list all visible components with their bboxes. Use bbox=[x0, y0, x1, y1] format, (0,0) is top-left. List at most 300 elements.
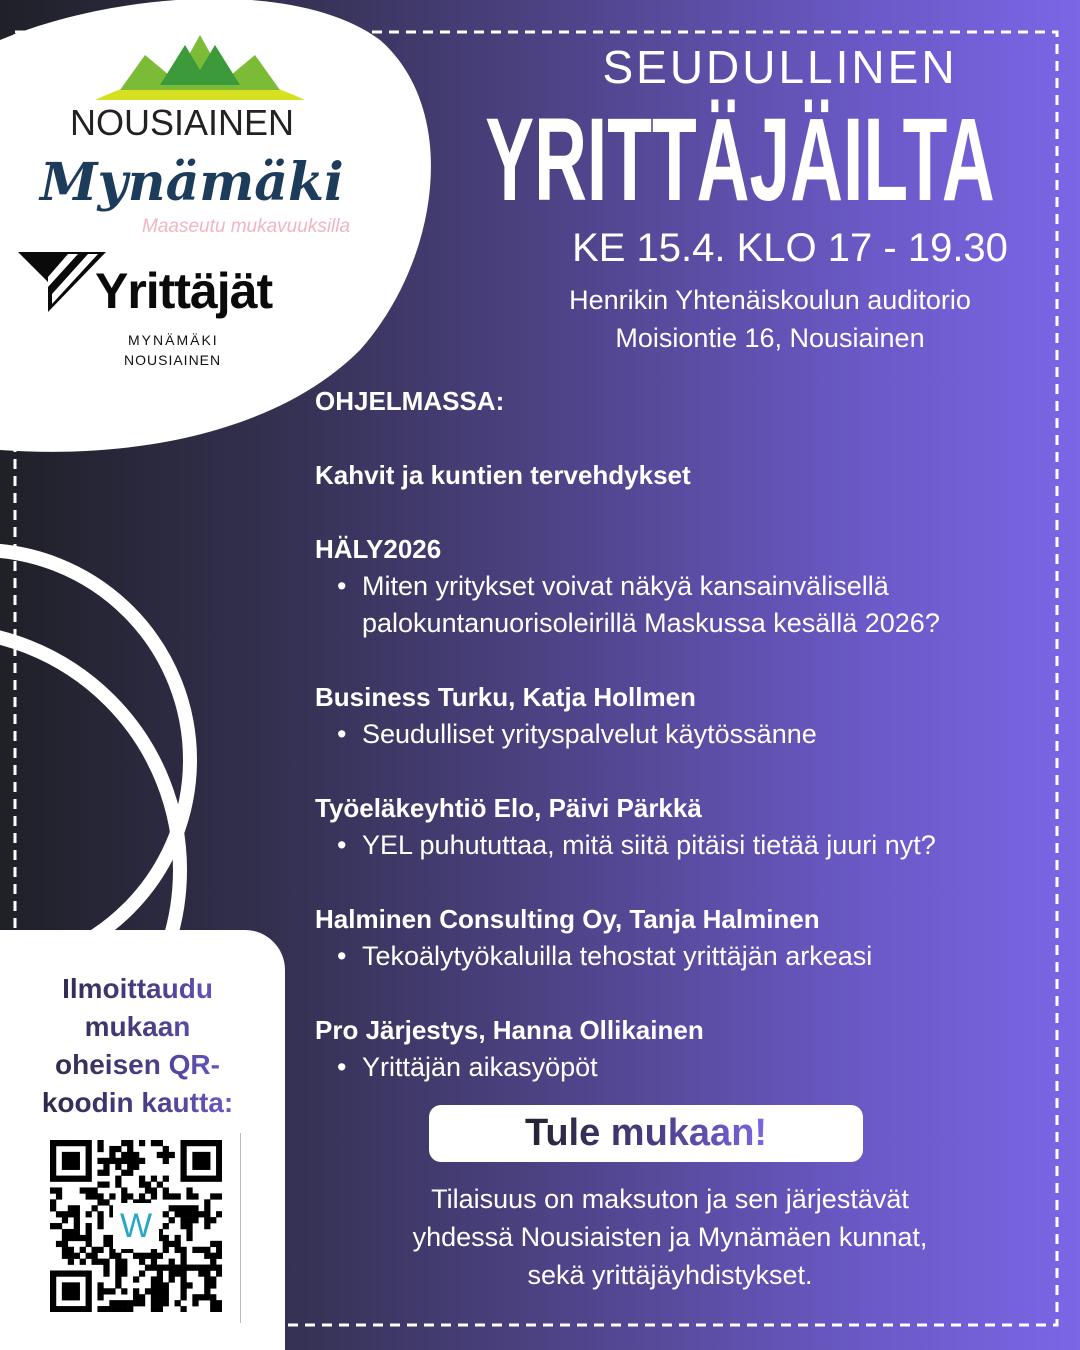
qr-module bbox=[198, 1176, 204, 1182]
qr-module bbox=[97, 1247, 103, 1253]
qr-module bbox=[109, 1146, 115, 1152]
qr-module bbox=[86, 1282, 92, 1288]
qr-module bbox=[62, 1282, 68, 1288]
qr-module bbox=[210, 1294, 216, 1300]
qr-module bbox=[180, 1205, 186, 1211]
qr-module bbox=[121, 1300, 127, 1306]
qr-module bbox=[180, 1146, 186, 1152]
program-item-bullet: • Tekoälytyökaluilla tehostat yrittäjän arkeasi bbox=[315, 938, 872, 975]
qr-module bbox=[204, 1253, 210, 1259]
qr-module bbox=[180, 1158, 186, 1164]
qr-module bbox=[157, 1265, 163, 1271]
qr-module bbox=[133, 1276, 139, 1282]
qr-module bbox=[92, 1205, 98, 1211]
qr-module bbox=[109, 1193, 115, 1199]
qr-module bbox=[50, 1205, 56, 1211]
registration-line: Ilmoittaudu bbox=[5, 970, 270, 1008]
qr-module bbox=[186, 1211, 192, 1217]
qr-module bbox=[145, 1253, 151, 1259]
qr-module bbox=[103, 1182, 109, 1188]
qr-module bbox=[157, 1253, 163, 1259]
qr-module bbox=[80, 1140, 86, 1146]
qr-module bbox=[86, 1306, 92, 1312]
qr-module bbox=[109, 1158, 115, 1164]
qr-module bbox=[163, 1282, 169, 1288]
qr-module bbox=[56, 1140, 62, 1146]
qr-module bbox=[86, 1241, 92, 1247]
qr-module bbox=[157, 1300, 163, 1306]
qr-module bbox=[86, 1158, 92, 1164]
qr-module bbox=[103, 1259, 109, 1265]
qr-module bbox=[74, 1152, 80, 1158]
qr-module bbox=[169, 1276, 175, 1282]
program-item-bullet-cont: palokuntanuorisoleirillä Maskussa kesällä 2026? bbox=[362, 608, 940, 638]
qr-module bbox=[50, 1282, 56, 1288]
qr-module bbox=[97, 1306, 103, 1312]
qr-module bbox=[151, 1265, 157, 1271]
qr-module bbox=[210, 1306, 216, 1312]
qr-module bbox=[192, 1211, 198, 1217]
qr-module bbox=[97, 1288, 103, 1294]
qr-module bbox=[175, 1193, 181, 1199]
qr-module bbox=[192, 1158, 198, 1164]
qr-module bbox=[204, 1199, 210, 1205]
qr-module bbox=[169, 1193, 175, 1199]
qr-module bbox=[169, 1270, 175, 1276]
qr-module bbox=[68, 1235, 74, 1241]
qr-module bbox=[50, 1276, 56, 1282]
qr-module bbox=[97, 1146, 103, 1152]
qr-module bbox=[216, 1146, 222, 1152]
qr-module bbox=[216, 1140, 222, 1146]
qr-module bbox=[169, 1205, 175, 1211]
qr-module bbox=[216, 1176, 222, 1182]
qr-module bbox=[186, 1229, 192, 1235]
qr-module bbox=[74, 1217, 80, 1223]
qr-module bbox=[56, 1211, 62, 1217]
qr-module bbox=[68, 1140, 74, 1146]
qr-module bbox=[151, 1176, 157, 1182]
qr-module bbox=[50, 1176, 56, 1182]
qr-module bbox=[68, 1270, 74, 1276]
event-venue: Henrikin Yhtenäiskoulun auditorio bbox=[569, 285, 971, 315]
qr-module bbox=[68, 1259, 74, 1265]
qr-module bbox=[127, 1152, 133, 1158]
qr-module bbox=[86, 1164, 92, 1170]
qr-module bbox=[86, 1187, 92, 1193]
qr-module bbox=[109, 1288, 115, 1294]
qr-module bbox=[180, 1164, 186, 1170]
qr-module bbox=[103, 1170, 109, 1176]
qr-module bbox=[86, 1276, 92, 1282]
qr-module bbox=[50, 1158, 56, 1164]
qr-module bbox=[151, 1253, 157, 1259]
qr-module bbox=[50, 1140, 56, 1146]
qr-module bbox=[127, 1306, 133, 1312]
leaf-icon bbox=[85, 30, 315, 110]
qr-module bbox=[74, 1282, 80, 1288]
qr-module bbox=[127, 1158, 133, 1164]
qr-module bbox=[163, 1158, 169, 1164]
qr-module bbox=[62, 1288, 68, 1294]
qr-module bbox=[210, 1282, 216, 1288]
qr-module bbox=[192, 1217, 198, 1223]
qr-module bbox=[210, 1253, 216, 1259]
registration-line: koodin kautta: bbox=[5, 1084, 270, 1122]
qr-module bbox=[103, 1158, 109, 1164]
qr-module bbox=[121, 1306, 127, 1312]
qr-module bbox=[186, 1282, 192, 1288]
qr-module bbox=[74, 1229, 80, 1235]
qr-module bbox=[216, 1300, 222, 1306]
qr-module bbox=[216, 1193, 222, 1199]
qr-module bbox=[121, 1259, 127, 1265]
qr-module bbox=[97, 1223, 103, 1229]
qr-module bbox=[186, 1265, 192, 1271]
qr-module bbox=[192, 1193, 198, 1199]
qr-module bbox=[210, 1217, 216, 1223]
qr-module bbox=[86, 1176, 92, 1182]
qr-module bbox=[103, 1265, 109, 1271]
registration-line: oheisen QR- bbox=[5, 1046, 270, 1084]
qr-module bbox=[121, 1140, 127, 1146]
qr-module bbox=[139, 1253, 145, 1259]
qr-module bbox=[175, 1300, 181, 1306]
qr-module bbox=[103, 1235, 109, 1241]
qr-module bbox=[86, 1152, 92, 1158]
qr-module bbox=[127, 1146, 133, 1152]
qr-module bbox=[103, 1270, 109, 1276]
qr-module bbox=[62, 1241, 68, 1247]
qr-module bbox=[97, 1182, 103, 1188]
qr-module bbox=[92, 1247, 98, 1253]
qr-module bbox=[192, 1205, 198, 1211]
qr-module bbox=[216, 1270, 222, 1276]
qr-module bbox=[163, 1187, 169, 1193]
qr-module bbox=[56, 1223, 62, 1229]
qr-module bbox=[163, 1193, 169, 1199]
qr-module bbox=[163, 1241, 169, 1247]
qr-module bbox=[151, 1306, 157, 1312]
qr-module bbox=[115, 1276, 121, 1282]
qr-module bbox=[133, 1288, 139, 1294]
qr-module bbox=[204, 1223, 210, 1229]
qr-module bbox=[80, 1259, 86, 1265]
qr-module bbox=[92, 1253, 98, 1259]
qr-module bbox=[56, 1187, 62, 1193]
qr-module bbox=[68, 1306, 74, 1312]
qr-module bbox=[180, 1170, 186, 1176]
qr-module bbox=[50, 1152, 56, 1158]
qr-module bbox=[50, 1270, 56, 1276]
qr-module bbox=[50, 1187, 56, 1193]
qr-module bbox=[68, 1294, 74, 1300]
mynamaki-slogan: Maaseutu mukavuuksilla bbox=[142, 216, 351, 237]
qr-module bbox=[115, 1265, 121, 1271]
qr-module bbox=[216, 1265, 222, 1271]
qr-module bbox=[133, 1152, 139, 1158]
qr-module bbox=[216, 1241, 222, 1247]
qr-module bbox=[121, 1170, 127, 1176]
qr-module bbox=[103, 1306, 109, 1312]
qr-module bbox=[163, 1146, 169, 1152]
qr-module bbox=[216, 1158, 222, 1164]
qr-module bbox=[115, 1253, 121, 1259]
qr-module bbox=[175, 1235, 181, 1241]
qr-module bbox=[204, 1164, 210, 1170]
qr-module bbox=[169, 1217, 175, 1223]
qr-module bbox=[198, 1158, 204, 1164]
program-item-title: Business Turku, Katja Hollmen bbox=[315, 682, 696, 712]
qr-module bbox=[175, 1265, 181, 1271]
qr-module bbox=[139, 1270, 145, 1276]
qr-module bbox=[115, 1270, 121, 1276]
qr-module bbox=[62, 1270, 68, 1276]
qr-module bbox=[50, 1170, 56, 1176]
qr-module bbox=[115, 1164, 121, 1170]
qr-module bbox=[192, 1300, 198, 1306]
qr-module bbox=[163, 1211, 169, 1217]
qr-module bbox=[204, 1270, 210, 1276]
qr-module bbox=[198, 1164, 204, 1170]
qr-module bbox=[80, 1235, 86, 1241]
qr-module bbox=[86, 1300, 92, 1306]
qr-module bbox=[192, 1176, 198, 1182]
qr-module bbox=[204, 1247, 210, 1253]
qr-module bbox=[50, 1300, 56, 1306]
qr-module bbox=[62, 1164, 68, 1170]
qr-module bbox=[115, 1300, 121, 1306]
qr-module bbox=[157, 1276, 163, 1282]
qr-module bbox=[216, 1247, 222, 1253]
qr-module bbox=[115, 1182, 121, 1188]
qr-module bbox=[50, 1306, 56, 1312]
qr-module bbox=[74, 1205, 80, 1211]
qr-module bbox=[121, 1187, 127, 1193]
qr-module bbox=[56, 1176, 62, 1182]
qr-module bbox=[50, 1164, 56, 1170]
qr-module bbox=[62, 1235, 68, 1241]
qr-module bbox=[115, 1259, 121, 1265]
qr-module bbox=[180, 1276, 186, 1282]
qr-module bbox=[103, 1288, 109, 1294]
qr-module bbox=[97, 1217, 103, 1223]
qr-module bbox=[74, 1235, 80, 1241]
qr-module bbox=[121, 1158, 127, 1164]
qr-module bbox=[97, 1259, 103, 1265]
qr-module bbox=[163, 1223, 169, 1229]
qr-module bbox=[169, 1259, 175, 1265]
qr-module bbox=[121, 1270, 127, 1276]
qr-module bbox=[68, 1253, 74, 1259]
program-item-title: Työeläkeyhtiö Elo, Päivi Pärkkä bbox=[315, 793, 702, 823]
program-heading: OHJELMASSA: bbox=[315, 386, 505, 416]
qr-module bbox=[180, 1247, 186, 1253]
qr-module bbox=[163, 1176, 169, 1182]
qr-module bbox=[56, 1241, 62, 1247]
qr-module bbox=[204, 1282, 210, 1288]
qr-module bbox=[163, 1265, 169, 1271]
registration-text bbox=[5, 970, 270, 1122]
qr-module bbox=[74, 1223, 80, 1229]
qr-module bbox=[180, 1140, 186, 1146]
qr-module bbox=[80, 1176, 86, 1182]
program-item-title: Pro Järjestys, Hanna Ollikainen bbox=[315, 1015, 704, 1045]
qr-module bbox=[133, 1158, 139, 1164]
qr-module bbox=[157, 1140, 163, 1146]
qr-module bbox=[97, 1140, 103, 1146]
qr-module bbox=[216, 1253, 222, 1259]
qr-module bbox=[139, 1158, 145, 1164]
qr-module bbox=[169, 1265, 175, 1271]
qr-module bbox=[62, 1176, 68, 1182]
qr-module bbox=[133, 1164, 139, 1170]
qr-module bbox=[86, 1193, 92, 1199]
qr-module bbox=[192, 1140, 198, 1146]
qr-module bbox=[204, 1158, 210, 1164]
footer-line: Tilaisuus on maksuton ja sen järjestävät bbox=[431, 1184, 909, 1214]
program-item-title: Kahvit ja kuntien tervehdykset bbox=[315, 460, 691, 490]
qr-module bbox=[103, 1241, 109, 1247]
footer-line: sekä yrittäjäyhdistykset. bbox=[527, 1260, 813, 1290]
qr-module bbox=[62, 1140, 68, 1146]
qr-module bbox=[86, 1170, 92, 1176]
event-datetime: KE 15.4. KLO 17 - 19.30 bbox=[572, 226, 1008, 270]
registration-line: mukaan bbox=[5, 1008, 270, 1046]
qr-module bbox=[186, 1217, 192, 1223]
qr-module bbox=[86, 1229, 92, 1235]
qr-module bbox=[86, 1235, 92, 1241]
qr-module bbox=[157, 1152, 163, 1158]
qr-module bbox=[198, 1265, 204, 1271]
qr-module bbox=[68, 1176, 74, 1182]
qr-module bbox=[62, 1211, 68, 1217]
qr-module bbox=[186, 1140, 192, 1146]
divider bbox=[240, 1133, 241, 1323]
qr-module bbox=[204, 1217, 210, 1223]
qr-module bbox=[68, 1229, 74, 1235]
qr-module bbox=[163, 1300, 169, 1306]
qr-module bbox=[151, 1193, 157, 1199]
qr-module bbox=[157, 1306, 163, 1312]
qr-module bbox=[86, 1294, 92, 1300]
qr-module bbox=[86, 1270, 92, 1276]
qr-module bbox=[204, 1288, 210, 1294]
qr-module bbox=[157, 1182, 163, 1188]
qr-module bbox=[68, 1211, 74, 1217]
qr-module bbox=[50, 1294, 56, 1300]
qr-module bbox=[139, 1140, 145, 1146]
yrittajat-logo-text: Yrittäjät bbox=[95, 263, 273, 319]
qr-module bbox=[92, 1187, 98, 1193]
qr-module bbox=[80, 1187, 86, 1193]
qr-module bbox=[127, 1164, 133, 1170]
qr-module bbox=[62, 1294, 68, 1300]
qr-module bbox=[139, 1193, 145, 1199]
qr-module bbox=[186, 1205, 192, 1211]
qr-module bbox=[157, 1282, 163, 1288]
qr-module bbox=[157, 1294, 163, 1300]
qr-module bbox=[68, 1158, 74, 1164]
qr-module bbox=[74, 1294, 80, 1300]
qr-module bbox=[97, 1193, 103, 1199]
qr-module bbox=[50, 1199, 56, 1205]
qr-module bbox=[139, 1176, 145, 1182]
qr-module bbox=[204, 1211, 210, 1217]
yrittajat-sub-2: NOUSIAINEN bbox=[124, 352, 222, 368]
qr-module bbox=[180, 1259, 186, 1265]
program-item-title: HÄLY2026 bbox=[315, 534, 442, 564]
qr-module bbox=[204, 1276, 210, 1282]
qr-module bbox=[186, 1235, 192, 1241]
qr-module bbox=[180, 1152, 186, 1158]
qr-module bbox=[133, 1253, 139, 1259]
qr-module bbox=[68, 1205, 74, 1211]
qr-module bbox=[210, 1193, 216, 1199]
qr-module bbox=[74, 1211, 80, 1217]
qr-module bbox=[127, 1193, 133, 1199]
qr-module bbox=[180, 1282, 186, 1288]
qr-module bbox=[139, 1182, 145, 1188]
qr-module bbox=[62, 1253, 68, 1259]
qr-module bbox=[109, 1300, 115, 1306]
qr-module bbox=[103, 1199, 109, 1205]
decorative-ring bbox=[0, 550, 190, 970]
qr-module bbox=[74, 1270, 80, 1276]
qr-module bbox=[97, 1158, 103, 1164]
qr-module bbox=[192, 1247, 198, 1253]
qr-module bbox=[80, 1247, 86, 1253]
qr-module bbox=[115, 1146, 121, 1152]
qr-module bbox=[50, 1223, 56, 1229]
qr-module bbox=[139, 1300, 145, 1306]
qr-module bbox=[139, 1259, 145, 1265]
qr-module bbox=[151, 1300, 157, 1306]
qr-module bbox=[180, 1294, 186, 1300]
qr-module bbox=[163, 1247, 169, 1253]
mynamaki-logo: Mynämäki bbox=[40, 152, 344, 213]
qr-module bbox=[86, 1146, 92, 1152]
cta-banner bbox=[429, 1105, 863, 1162]
qr-module bbox=[86, 1253, 92, 1259]
qr-module bbox=[50, 1146, 56, 1152]
qr-module bbox=[204, 1140, 210, 1146]
qr-module bbox=[68, 1288, 74, 1294]
event-title: YRITTÄJÄILTA bbox=[485, 94, 995, 226]
event-kicker: SEUDULLINEN bbox=[602, 41, 958, 93]
qr-module bbox=[74, 1176, 80, 1182]
qr-module bbox=[180, 1176, 186, 1182]
program-item-bullet: • Miten yritykset voivat näkyä kansainvälisellä bbox=[315, 568, 889, 605]
program-item-bullet: • Yrittäjän aikasyöpöt bbox=[315, 1049, 598, 1086]
qr-module bbox=[216, 1164, 222, 1170]
qr-module bbox=[204, 1265, 210, 1271]
qr-module bbox=[151, 1259, 157, 1265]
qr-module bbox=[115, 1306, 121, 1312]
qr-module bbox=[86, 1223, 92, 1229]
qr-module bbox=[121, 1193, 127, 1199]
footer-line: yhdessä Nousiaisten ja Mynämäen kunnat, bbox=[412, 1222, 928, 1252]
qr-module bbox=[163, 1152, 169, 1158]
qr-module bbox=[204, 1294, 210, 1300]
qr-module bbox=[186, 1187, 192, 1193]
qr-module bbox=[80, 1270, 86, 1276]
qr-module bbox=[204, 1152, 210, 1158]
qr-module bbox=[198, 1247, 204, 1253]
qr-module bbox=[145, 1187, 151, 1193]
qr-module bbox=[151, 1282, 157, 1288]
qr-module bbox=[62, 1152, 68, 1158]
